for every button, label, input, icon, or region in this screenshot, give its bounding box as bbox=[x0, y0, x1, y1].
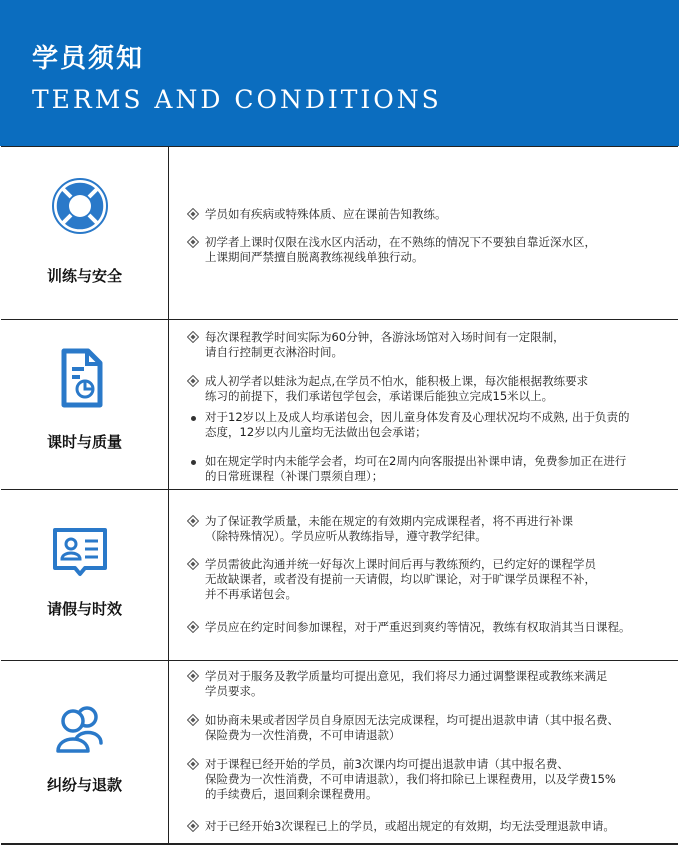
item-line: 的日常班课程（补课门票须自理）； bbox=[205, 469, 384, 483]
item-line: 态度，12岁以内儿童均无法做出包会承诺； bbox=[205, 425, 427, 439]
item-line: 对于课程已经开始的学员，前3次课内均可提出退款申请（其中报名费、 bbox=[205, 757, 569, 771]
item-line: 成人初学者以蛙泳为起点,在学员不怕水，能积极上课，每次能根据教练要求 bbox=[205, 374, 589, 388]
diamond-bullet-icon bbox=[187, 208, 199, 220]
item-line: 保险费为一次性消费，不可申请退款） bbox=[205, 728, 401, 742]
list-item bbox=[189, 207, 679, 222]
diamond-bullet-icon bbox=[187, 758, 199, 770]
list-item bbox=[189, 410, 679, 440]
diamond-bullet-icon bbox=[187, 375, 199, 387]
list-item bbox=[189, 330, 679, 360]
diamond-bullet-icon bbox=[187, 558, 199, 570]
item-line: 初学者上课时仅限在浅水区内活动，在不熟练的情况下不要独自靠近深水区， bbox=[205, 235, 596, 249]
diamond-bullet-icon bbox=[187, 236, 199, 248]
section-disputes-refunds bbox=[1, 660, 678, 845]
section-training-safety bbox=[1, 146, 678, 319]
list-item bbox=[189, 819, 679, 834]
item-line: 学员对于服务及教学质量均可提出意见，我们将尽力通过调整课程或教练来满足 bbox=[205, 669, 608, 683]
section-label: 请假与时效 bbox=[46, 600, 122, 618]
diamond-bullet-icon bbox=[187, 714, 199, 726]
dot-bullet-icon bbox=[191, 416, 196, 421]
list-item bbox=[189, 454, 679, 484]
diamond-bullet-icon bbox=[187, 820, 199, 832]
id-card-icon bbox=[51, 522, 109, 580]
item-line: 请自行控制更衣淋浴时间。 bbox=[205, 345, 343, 359]
item-line: 为了保证教学质量，未能在规定的有效期内完成课程者，将不再进行补课 bbox=[205, 514, 573, 528]
item-line: 如在规定学时内未能学会者，均可在2周内向客服提出补课申请，免费参加正在进行 bbox=[205, 454, 627, 468]
lifebuoy-icon bbox=[51, 177, 109, 235]
list-item bbox=[189, 557, 679, 602]
item-line: 上课期间严禁擅自脱离教练视线单独行动。 bbox=[205, 250, 424, 264]
diamond-bullet-icon bbox=[187, 621, 199, 633]
list-item bbox=[189, 514, 679, 544]
item-line: 学员应在约定时间参加课程，对于严重迟到爽约等情况，教练有权取消其当日课程。 bbox=[205, 620, 631, 634]
terms-table bbox=[1, 146, 678, 845]
item-line: 学员需彼此沟通并统一好每次上课时间后再与教练预约，已约定好的课程学员 bbox=[205, 557, 596, 571]
users-icon bbox=[51, 699, 109, 757]
item-line: 学员如有疾病或特殊体质、应在课前告知教练。 bbox=[205, 207, 447, 221]
item-line: 并不再承诺包会。 bbox=[205, 587, 297, 601]
page-title: 学员须知 bbox=[32, 44, 145, 74]
item-line: （除特殊情况）。学员应听从教练指导，遵守教学纪律。 bbox=[205, 529, 487, 543]
item-line: 练习的前提下，我们承诺包学包会，承诺课后能独立完成15米以上。 bbox=[205, 389, 554, 403]
list-item bbox=[189, 374, 679, 404]
section-label: 训练与安全 bbox=[46, 267, 122, 285]
section-leave-validity bbox=[1, 489, 678, 660]
dot-bullet-icon bbox=[191, 460, 196, 465]
list-item bbox=[189, 669, 679, 699]
item-line: 的手续费后，退回剩余课程费用。 bbox=[205, 787, 378, 801]
item-line: 保险费为一次性消费，不可申请退款），我们将扣除已上课程费用，以及学费15% bbox=[205, 772, 616, 786]
list-item bbox=[189, 235, 679, 265]
diamond-bullet-icon bbox=[187, 515, 199, 527]
diamond-bullet-icon bbox=[187, 331, 199, 343]
list-item bbox=[189, 713, 679, 743]
item-line: 学员要求。 bbox=[205, 684, 263, 698]
section-label: 课时与质量 bbox=[46, 433, 122, 451]
item-line: 对于已经开始3次课程已上的学员，或超出规定的有效期，均无法受理退款申请。 bbox=[205, 819, 615, 833]
list-item bbox=[189, 620, 679, 635]
item-line: 如协商未果或者因学员自身原因无法完成课程，均可提出退款申请（其中报名费、 bbox=[205, 713, 619, 727]
page-subtitle: TERMS AND CONDITIONS bbox=[32, 85, 442, 114]
document-chart-icon bbox=[51, 347, 109, 405]
item-line: 对于12岁以上及成人均承诺包会，因儿童身体发育及心理状况均不成熟, 出于负责的 bbox=[205, 410, 630, 424]
item-line: 每次课程教学时间实际为60分钟，各游泳场馆对入场时间有一定限制， bbox=[205, 330, 565, 344]
item-line: 无故缺课者，或者没有提前一天请假，均以旷课论，对于旷课学员课程不补， bbox=[205, 572, 596, 586]
diamond-bullet-icon bbox=[187, 670, 199, 682]
list-item bbox=[189, 757, 679, 802]
page-header bbox=[0, 0, 679, 146]
section-hours-quality bbox=[1, 319, 678, 489]
section-label: 纠纷与退款 bbox=[46, 776, 122, 794]
